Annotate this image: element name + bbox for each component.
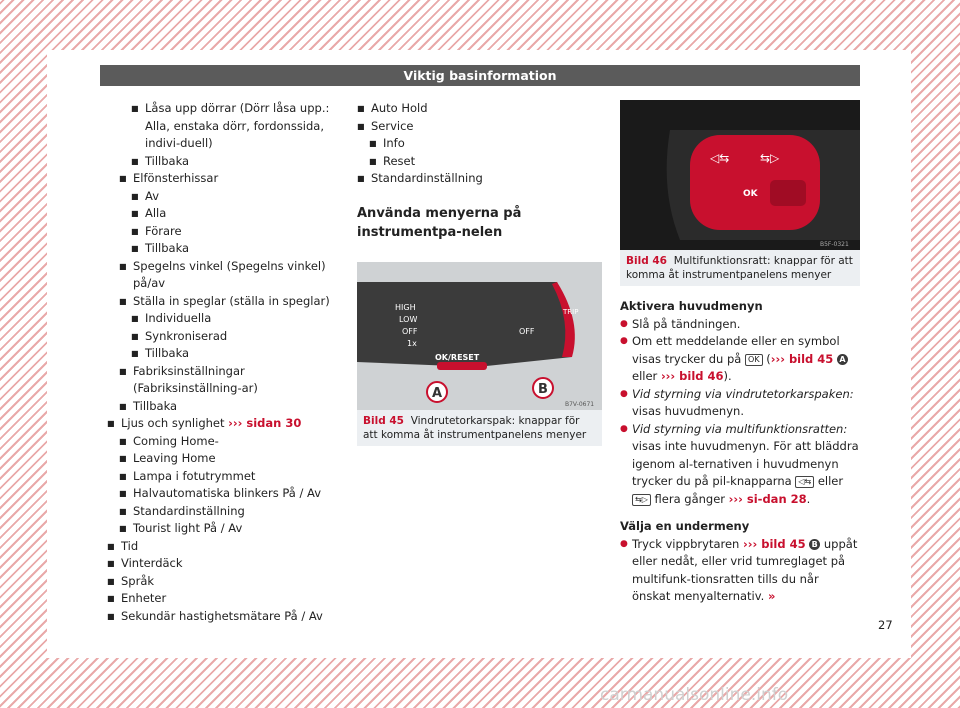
menu-item (119, 170, 342, 188)
menu-item (119, 468, 342, 486)
menu-item-text: Reset (383, 153, 416, 168)
bullet-ignition-text: Slå på tändningen. (632, 316, 741, 331)
italic-text: Vid styrning via multifunktionsratten: (632, 421, 848, 436)
text: visas inte huvudmenyn. För att bläddra igenom al-ternativen i huvudmenyn trycker du på pil-knapparna (632, 439, 859, 488)
menu-item (131, 153, 342, 171)
menu-item (119, 398, 342, 416)
arrow-left-key-icon: ◁⇆ (795, 476, 814, 488)
menu-item-text: Tillbaka (133, 398, 178, 413)
figure-45-text: Vindrutetorkarspak: knappar för att komma åt instrumentpanelens menyer (363, 414, 587, 441)
menu-item-text: Av (145, 188, 159, 203)
text: eller (632, 369, 658, 383)
menu-item (357, 170, 602, 188)
ok-key-icon: OK (745, 354, 763, 366)
text: ( (766, 351, 771, 366)
watermark: carmanualsonline.info (600, 685, 789, 705)
menu-item (131, 310, 342, 328)
label-high: HIGH (395, 302, 416, 312)
menu-item (131, 188, 342, 206)
text: eller (817, 474, 844, 488)
page-header: Viktig basinformation (100, 65, 860, 86)
menu-item (119, 293, 342, 311)
continue-icon: » (767, 589, 776, 603)
column-right (620, 100, 860, 606)
menu-item-text: Info (383, 136, 405, 150)
menu-item-text: Elfönsterhissar (133, 171, 219, 185)
label-trip: TRIP (563, 307, 579, 316)
subheading-submenu: Välja en undermeny (620, 519, 750, 533)
figure-46 (620, 100, 860, 286)
menu-item-text: Individuella (145, 311, 212, 325)
text: uppåt eller nedåt, eller vrid tumreglaget på multifunk-tionsratten tills du når önskat menyalternativ. (632, 536, 858, 603)
section-heading: Använda menyerna på instrumentpa-nelen (357, 205, 522, 240)
menu-item-text: Tourist light På / Av (133, 521, 243, 535)
wiper-stalk-image (357, 262, 602, 410)
menu-item-text: Tillbaka (145, 241, 190, 255)
menu-item (107, 573, 342, 591)
figure-45 (357, 262, 602, 446)
figure-46-caption (620, 250, 860, 286)
menu-item (131, 223, 342, 241)
figure-46-text: Multifunktionsratt: knappar för att komma åt instrumentpanelens menyer (626, 255, 853, 281)
menu-item-text: Spegelns vinkel (Spegelns vinkel) på/av (133, 258, 326, 290)
menu-item (107, 555, 342, 573)
menu-item (369, 135, 602, 153)
menu-item (131, 328, 342, 346)
label-off: OFF (402, 326, 418, 336)
label-1x: 1x (407, 338, 417, 348)
menu-item (119, 520, 342, 538)
text: flera gånger (654, 491, 726, 506)
menu-item (131, 100, 342, 153)
menu-item-text: Låsa upp dörrar (Dörr låsa upp.: Alla, enstaka dörr, fordonssida, indivi-duell) (145, 101, 330, 150)
menu-item-text: Språk (121, 573, 155, 588)
steering-wheel-image (620, 100, 860, 250)
menu-item (119, 450, 342, 468)
menu-item (119, 503, 342, 521)
text: Tryck vippbrytaren (632, 536, 740, 551)
menu-item-text: Sekundär hastighetsmätare På / Av (121, 608, 323, 623)
xref-figure-45[interactable]: ››› bild 45 (770, 351, 834, 366)
page-number: 27 (878, 618, 893, 632)
menu-item (131, 345, 342, 363)
subheading-activate: Aktivera huvudmenyn (620, 299, 763, 313)
figure-code: B7V-0671 (565, 400, 595, 408)
menu-item (369, 153, 602, 171)
text: Om ett meddelande eller en symbol visas trycker du på (632, 334, 840, 366)
svg-text:⇆▷: ⇆▷ (760, 151, 780, 165)
menu-item-text: Förare (145, 223, 182, 238)
menu-item-text: Standardinställning (133, 503, 245, 518)
page-xref[interactable]: ››› sidan 30 (228, 416, 302, 430)
label-low: LOW (399, 314, 418, 324)
menu-item-text: Synkroniserad (145, 328, 228, 343)
menu-item-text: Enheter (121, 591, 167, 605)
menu-item (357, 100, 602, 118)
bullet-submenu (620, 536, 860, 606)
column-middle (357, 100, 602, 446)
menu-item-text: Standardinställning (371, 171, 483, 185)
column-left (107, 100, 342, 625)
menu-item (107, 608, 342, 626)
menu-item (131, 205, 342, 223)
callout-a: A (432, 385, 443, 401)
menu-item (107, 415, 342, 433)
text: ). (723, 369, 732, 383)
bullet-ignition (620, 316, 860, 334)
svg-text:◁⇆: ◁⇆ (710, 151, 730, 165)
menu-item-text: Ställa in speglar (ställa in speglar) (133, 293, 330, 308)
arrow-right-key-icon: ⇆▷ (632, 494, 651, 506)
callout-a-badge: A (837, 354, 848, 365)
menu-item (357, 118, 602, 136)
menu-item (107, 538, 342, 556)
bullet-stalk (620, 386, 860, 421)
label-ok-reset: OK/RESET (435, 352, 480, 362)
italic-text: Vid styrning via vindrutetorkarspaken: (632, 386, 854, 401)
menu-item-text: Tillbaka (145, 153, 190, 168)
menu-item (107, 590, 342, 608)
menu-item-text: Ljus och synlighet (121, 416, 225, 430)
figure-45-caption (357, 410, 602, 446)
menu-item-text: Vinterdäck (121, 556, 183, 570)
menu-item-text: Lampa i fotutrymmet (133, 468, 256, 483)
figure-45-number: Bild 45 (363, 414, 404, 427)
menu-item-text: Tid (121, 538, 139, 553)
bullet-ok (620, 333, 860, 386)
menu-item-text: Service (371, 118, 414, 133)
callout-b-badge: B (809, 539, 820, 550)
text: visas huvudmenyn. (632, 404, 744, 418)
menu-item (119, 363, 342, 398)
menu-item (119, 258, 342, 293)
menu-item-text: Tillbaka (145, 346, 190, 360)
menu-item-text: Coming Home- (133, 433, 219, 448)
bullet-wheel (620, 421, 860, 509)
menu-list-continued (357, 100, 602, 188)
menu-item-text: Alla (145, 206, 167, 220)
xref-figure-46[interactable]: ››› bild 46 (660, 369, 724, 383)
menu-item-text: Halvautomatiska blinkers På / Av (133, 486, 322, 500)
menu-item (131, 240, 342, 258)
xref-page-28[interactable]: ››› si-dan 28 (728, 491, 807, 506)
menu-item-text: Auto Hold (371, 101, 428, 115)
text: . (806, 491, 811, 506)
menu-item (119, 433, 342, 451)
menu-item (119, 485, 342, 503)
callout-b: B (538, 381, 548, 397)
xref-figure-45[interactable]: ››› bild 45 (743, 536, 806, 551)
menu-item-text: Leaving Home (133, 451, 216, 465)
wheel-ok-label: OK (743, 189, 758, 199)
menu-item-text: Fabriksinställningar (Fabriksinställning-ar) (133, 363, 258, 395)
figure-46-code: B5F-0321 (820, 241, 849, 248)
label-off-right: OFF (519, 326, 535, 336)
figure-46-number: Bild 46 (626, 255, 667, 267)
